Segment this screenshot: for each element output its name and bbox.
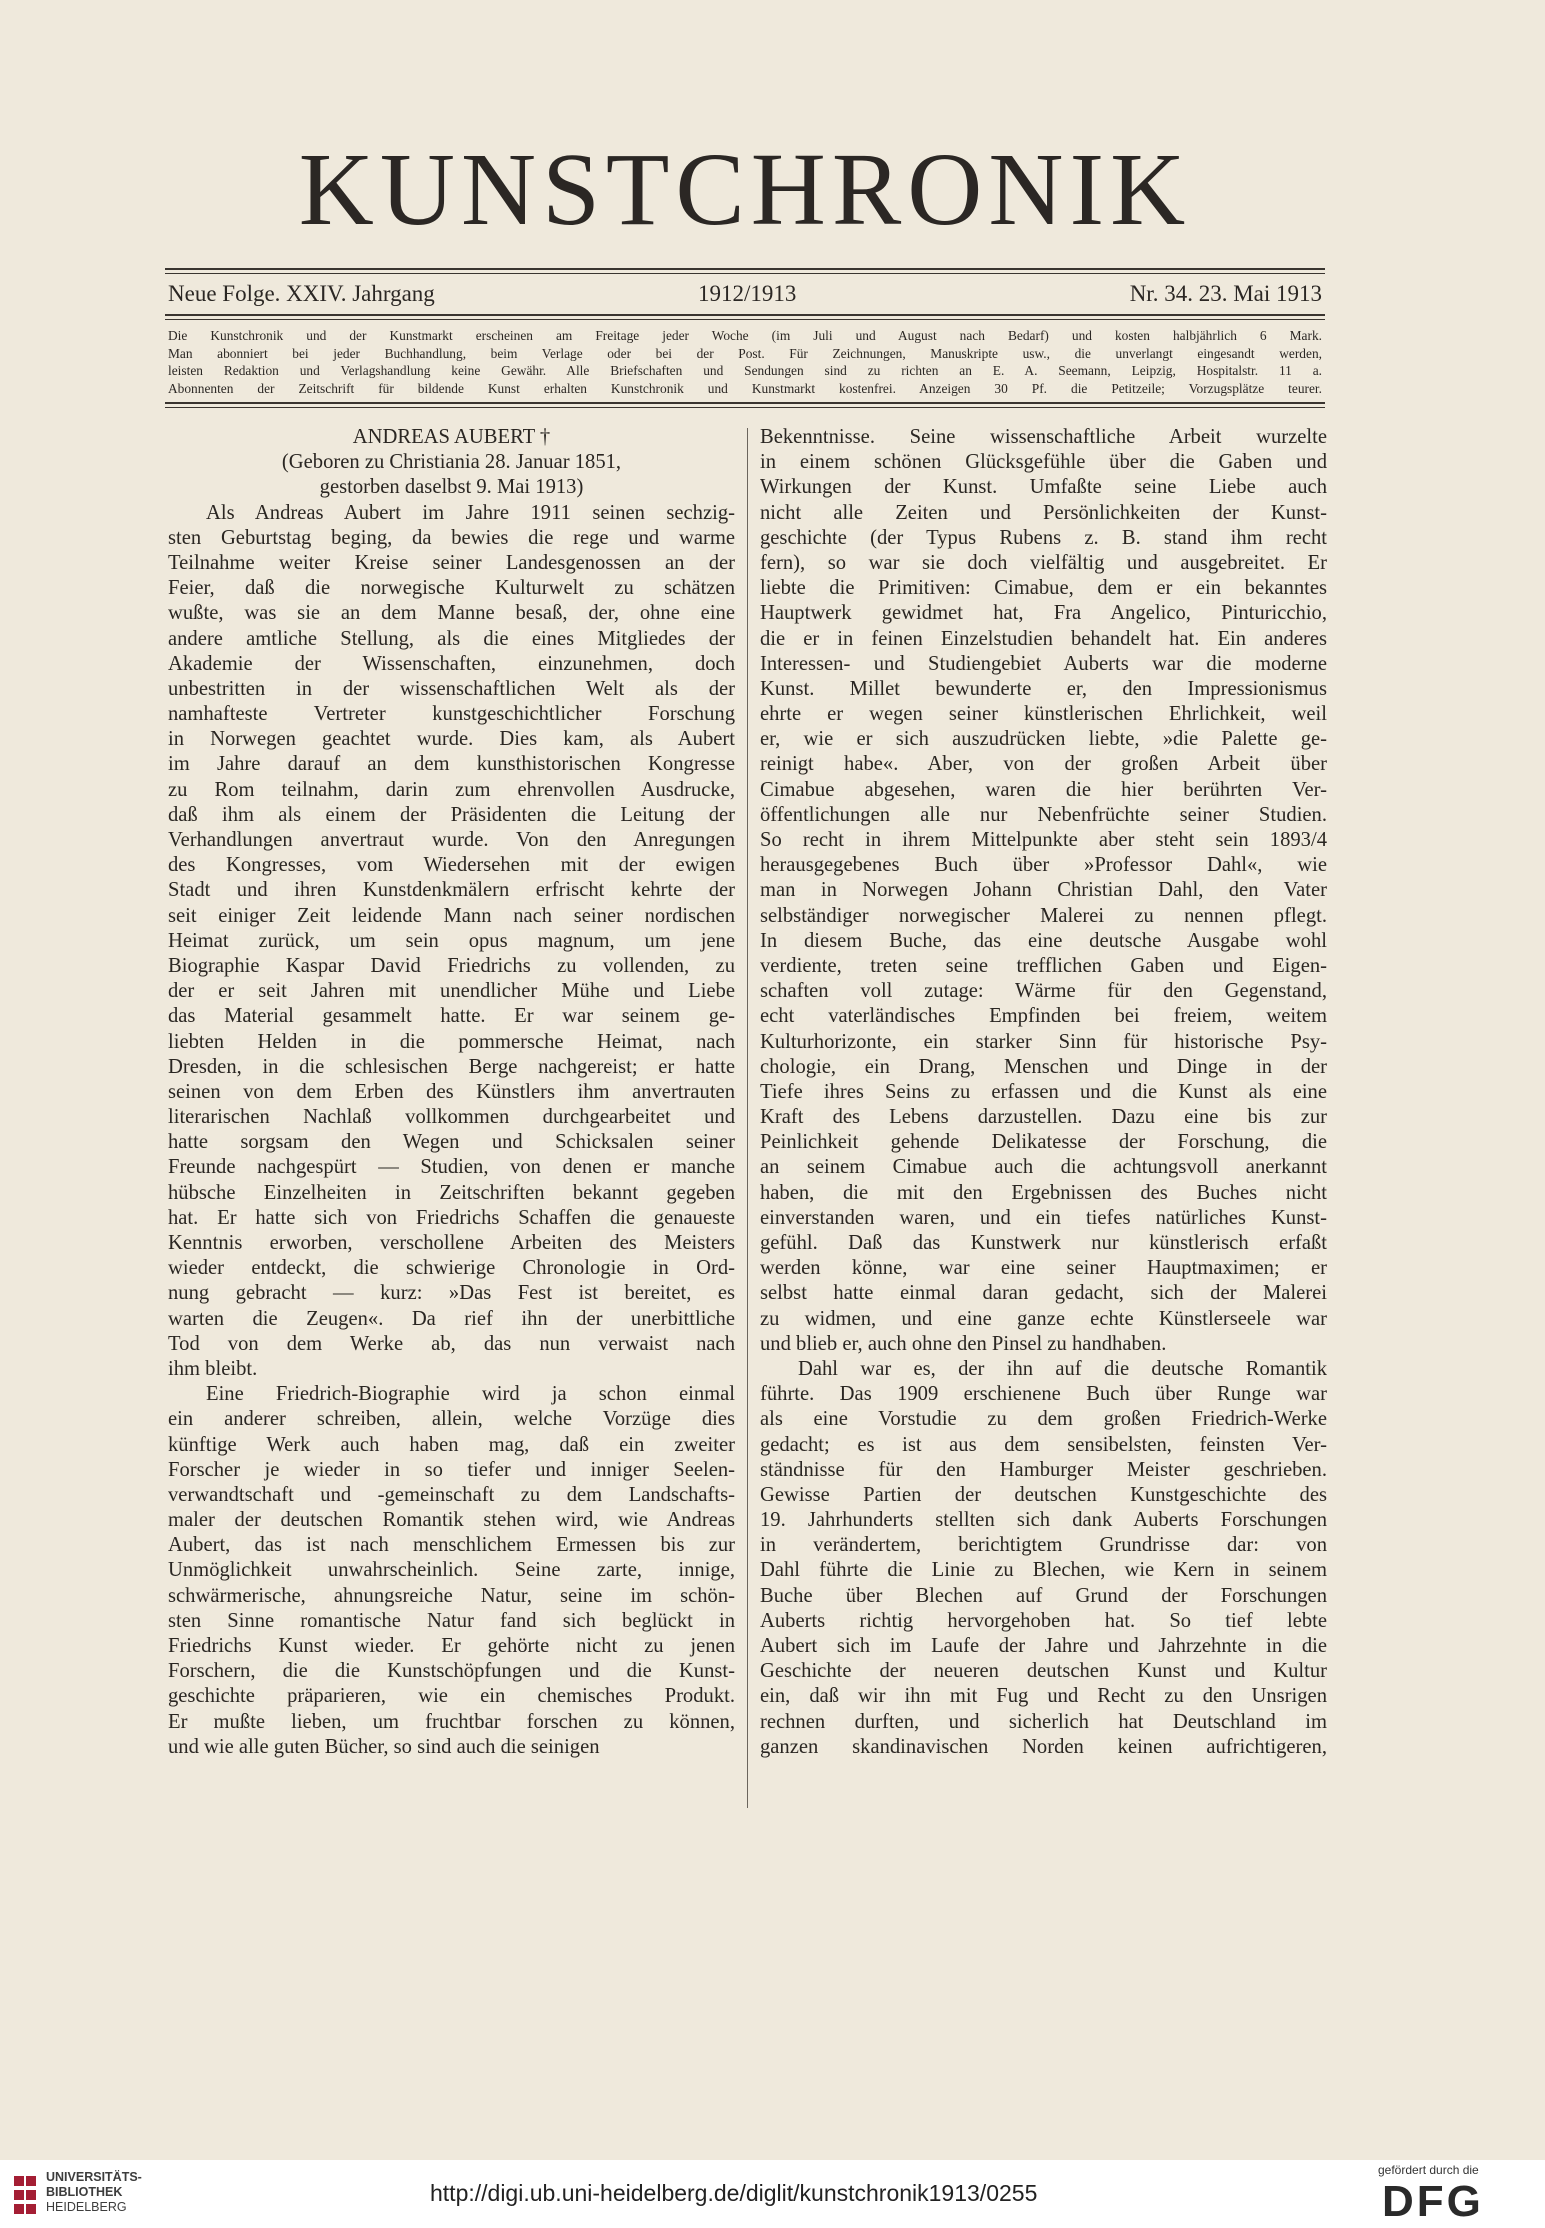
subscription-notice: [168, 327, 1322, 397]
article-line: So recht in ihrem Mittelpunkte aber steht sein 1893/4: [760, 829, 1327, 851]
library-name-line: BIBLIOTHEK: [46, 2185, 123, 2199]
masthead-title: KUNSTCHRONIK: [298, 132, 1192, 247]
article-line: In diesem Buche, das eine deutsche Ausgabe wohl: [760, 929, 1327, 952]
article-line: namhafteste Vertreter kunstgeschichtlicher Forschung: [168, 703, 735, 726]
issue-years: 1912/1913: [698, 281, 797, 306]
article-line: einverstanden waren, und ein tiefes natürliches Kunst-: [760, 1206, 1327, 1229]
notice-rule-thin: [165, 407, 1325, 408]
library-name-line: UNIVERSITÄTS-: [46, 2170, 142, 2184]
article-line: selbständiger norwegischer Malerei zu nennen pflegt.: [760, 904, 1327, 927]
article-line: ihm bleibt.: [168, 1357, 258, 1380]
article-line: an seinem Cimabue auch die achtungsvoll anerkannt: [760, 1156, 1327, 1179]
article-line: gedacht; es ist aus dem sensibelsten, feinsten Ver-: [760, 1433, 1327, 1456]
article-line: Dresden, in die schlesischen Berge nachgereist; er hatte: [168, 1055, 735, 1078]
article-line: Heimat zurück, um sein opus magnum, um jene: [168, 929, 735, 952]
article-line: man in Norwegen Johann Christian Dahl, den Vater: [760, 879, 1327, 902]
article-line: andere amtliche Stellung, als die eines Mitgliedes der: [168, 627, 735, 650]
article-line: schwärmerische, ahnungsreiche Natur, seine im schön-: [168, 1584, 735, 1607]
library-name: [46, 2170, 142, 2215]
article-line: herausgegebenes Buch über »Professor Dahl«, wie: [760, 854, 1327, 877]
article-line: Bekenntnisse. Seine wissenschaftliche Arbeit wurzelte: [760, 426, 1327, 448]
article-heading: ANDREAS AUBERT †: [352, 426, 551, 448]
article-line: Kraft des Lebens darzustellen. Dazu eine bis zur: [760, 1106, 1327, 1129]
article-line: Feier, daß die norwegische Kulturwelt zu schätzen: [168, 577, 735, 600]
article-line: haben, die mit den Ergebnissen des Buches nicht: [760, 1181, 1327, 1204]
notice-line: Die Kunstchronik und der Kunstmarkt erscheinen am Freitage jeder Woche (im Juli und August nach Bedarf) und kosten halbjährlich 6 Mark.: [168, 328, 1322, 343]
masthead-rule-top-thin: [165, 273, 1325, 274]
article-line: seinen von dem Erben des Künstlers ihm anvertrauten: [168, 1080, 735, 1103]
article-line: Verhandlungen anvertraut wurde. Von den Anregungen: [168, 829, 735, 851]
article-line: Gewisse Partien der deutschen Kunstgeschichte des: [760, 1483, 1327, 1506]
article-line: in einem schönen Glücksgefühle über die Gaben und: [760, 451, 1327, 474]
article-line: geschichte (der Typus Rubens z. B. stand ihm recht: [760, 526, 1327, 549]
article-line: Interessen- und Studiengebiet Auberts war die moderne: [760, 652, 1327, 675]
article-line: Hauptwerk gewidmet hat, Fra Angelico, Pinturicchio,: [760, 602, 1327, 625]
article-line: Akademie der Wissenschaften, einzunehmen, doch: [168, 652, 735, 675]
article-line: ein anderer schreiben, allein, welche Vorzüge dies: [168, 1408, 735, 1431]
notice-rule: [165, 402, 1325, 404]
article-line: Er mußte lieben, um fruchtbar forschen zu können,: [168, 1710, 735, 1733]
article-line: des Kongresses, vom Wiedersehen mit der ewigen: [168, 854, 735, 877]
article-line: Forschern, die die Kunstschöpfungen und die Kunst-: [168, 1660, 735, 1683]
article-line: literarischen Nachlaß vollkommen durchgearbeitet und: [168, 1106, 735, 1129]
article-line: Cimabue abgesehen, waren die hier berührten Ver-: [760, 778, 1327, 801]
notice-line: Abonnenten der Zeitschrift für bildende Kunst erhalten Kunstchronik und Kunstmarkt kostenfrei. Anzeigen 30 Pf. die Petitzeile; Vorzugsplätze teurer.: [168, 380, 1322, 396]
article-line: im Jahre darauf an dem kunsthistorischen Kongresse: [168, 753, 735, 776]
article-line: Geschichte der neueren deutschen Kunst und Kultur: [760, 1660, 1327, 1683]
article-line: die er in feinen Einzelstudien behandelt hat. Ein anderes: [760, 627, 1327, 650]
source-url-link[interactable]: http://digi.ub.uni-heidelberg.de/diglit/kunstchronik1913/0255: [430, 2180, 1038, 2206]
article-line: öffentlichungen alle nur Nebenfrüchte seiner Studien.: [760, 803, 1327, 826]
article-line: liebte die Primitiven: Cimabue, dem er ein bekanntes: [760, 577, 1327, 600]
article-line: seit einiger Zeit leidende Mann nach seiner nordischen: [168, 904, 735, 927]
issue-rule: [165, 314, 1325, 316]
article-line: wieder entdeckt, die schwierige Chronologie in Ord-: [168, 1257, 735, 1280]
article-line: Friedrichs Kunst wieder. Er gehörte nicht zu jenen: [168, 1635, 735, 1657]
article-line: liebten Helden in die pommersche Heimat, nach: [168, 1030, 735, 1053]
article-line: Teilnahme weiter Kreise seiner Landesgenossen an der: [168, 551, 735, 574]
issue-line: [168, 281, 1322, 311]
article-line: Peinlichkeit gehende Delikatesse der Forschung, die: [760, 1131, 1327, 1154]
library-name-line: HEIDELBERG: [46, 2200, 127, 2214]
article-line: Als Andreas Aubert im Jahre 1911 seinen sechzig-: [206, 501, 735, 524]
article-line: gefühl. Daß das Kunstwerk nur künstlerisch erfaßt: [760, 1232, 1327, 1254]
issue-folge: Neue Folge. XXIV. Jahrgang: [168, 281, 435, 306]
article-line: und blieb er, auch ohne den Pinsel zu handhaben.: [760, 1332, 1167, 1355]
article-line: Wirkungen der Kunst. Umfaßte seine Liebe auch: [760, 476, 1327, 499]
article-line: hat. Er hatte sich von Friedrichs Schaffen die genaueste: [168, 1206, 735, 1229]
article-line: 19. Jahrhunderts stellten sich dank Auberts Forschungen: [760, 1509, 1327, 1532]
article-line: schaften voll zutage: Wärme für den Gegenstand,: [760, 980, 1327, 1003]
right-column: [760, 425, 1327, 1760]
article-line: daß ihm als einem der Präsidenten die Leitung der: [168, 803, 735, 826]
article-line: geschichte präparieren, wie ein chemisches Produkt.: [168, 1685, 735, 1708]
article-line: das Material gesammelt hatte. Er war seinem ge-: [168, 1005, 735, 1028]
article-line: ganzen skandinavischen Norden keinen aufrichtigeren,: [760, 1735, 1327, 1758]
article-line: in Norwegen geachtet wurde. Dies kam, als Aubert: [168, 728, 735, 751]
article-line: Aubert, das ist nach menschlichem Ermessen bis zur: [168, 1534, 735, 1557]
article-line: Freunde nachgespürt — Studien, von denen er manche: [168, 1156, 735, 1179]
article-line: echt vaterländisches Empfinden bei freiem, weitem: [760, 1005, 1327, 1028]
article-line: sten Geburtstag beging, da bewies die rege und warme: [168, 526, 735, 549]
article-line: selbst hatte einmal daran gedacht, sich der Malerei: [760, 1282, 1327, 1305]
notice-line: leisten Redaktion und Verlagshandlung keine Gewähr. Alle Briefschaften und Sendungen sind zu richten an E. A. Seemann, Leipzig, Hospitalstr. 11 a.: [168, 363, 1322, 378]
article-line: Stadt und ihren Kunstdenkmälern erfrischt kehrte der: [168, 879, 735, 902]
article-line: Biographie Kaspar David Friedrichs zu vollenden, zu: [168, 954, 735, 977]
article-line: zu Rom teilnahm, darin zum ehrenvollen Ausdrucke,: [168, 778, 735, 801]
article-line: nung gebracht — kurz: »Das Fest ist bereitet, es: [168, 1282, 735, 1305]
article-line: in verändertem, berichtigtem Grundrisse dar: von: [760, 1534, 1327, 1557]
dfg-logo: DFG: [1382, 2177, 1484, 2226]
article-line: künftige Werk auch haben mag, daß ein zweiter: [168, 1433, 735, 1456]
article-line: Kulturhorizonte, ein starker Sinn für historische Psy-: [760, 1030, 1327, 1053]
article-line: zu widmen, und eine ganze echte Künstlerseele war: [760, 1307, 1327, 1330]
issue-number-date: Nr. 34. 23. Mai 1913: [1129, 281, 1322, 306]
article-line: als eine Vorstudie zu dem großen Friedrich-Werke: [760, 1408, 1327, 1431]
article-line: Aubert sich im Laufe der Jahre und Jahrzehnte in die: [760, 1635, 1327, 1657]
article-line: rechnen durften, und sicherlich hat Deutschland im: [760, 1710, 1327, 1733]
article-line: Buche über Blechen auf Grund der Forschungen: [760, 1584, 1327, 1607]
article-line: ständnisse für den Hamburger Meister geschrieben.: [760, 1458, 1327, 1481]
article-line: sten Sinne romantische Natur fand sich beglückt in: [168, 1609, 735, 1632]
article-line: Dahl führte die Linie zu Blechen, wie Kern in seinem: [760, 1559, 1327, 1582]
article-line: wußte, was sie an dem Manne besaß, der, ohne eine: [168, 602, 735, 625]
article-line: Dahl war es, der ihn auf die deutsche Romantik: [798, 1357, 1327, 1380]
article-line: er, wie er sich auszudrücken liebte, »die Palette ge-: [760, 728, 1327, 751]
article-line: maler der deutschen Romantik stehen wird, wie Andreas: [168, 1509, 735, 1532]
article-subheading: gestorben daselbst 9. Mai 1913): [319, 476, 584, 499]
article-line: nicht alle Zeiten und Persönlichkeiten der Kunst-: [760, 501, 1327, 524]
article-line: werden könne, war eine seiner Hauptmaximen; er: [760, 1257, 1327, 1280]
article-line: Eine Friedrich-Biographie wird ja schon einmal: [206, 1383, 735, 1406]
issue-rule-thin: [165, 319, 1325, 320]
article-line: hatte sorgsam den Wegen und Schicksalen seiner: [168, 1131, 735, 1154]
article-line: reinigt habe«. Aber, von der großen Arbeit über: [760, 753, 1327, 776]
article-line: fern), so war sie doch vielfältig und ausgebreitet. Er: [760, 551, 1327, 574]
article-line: Kunst. Millet bewunderte er, den Impressionismus: [760, 677, 1327, 700]
article-line: führte. Das 1909 erschienene Buch über Runge war: [760, 1383, 1327, 1406]
article-line: Tiefe ihres Seins zu erfassen und die Kunst als eine: [760, 1080, 1327, 1103]
article-line: hübsche Einzelheiten in Zeitschriften bekannt gegeben: [168, 1181, 735, 1204]
article-line: Unmöglichkeit unwahrscheinlich. Seine zarte, innige,: [168, 1559, 735, 1582]
article-line: verdiente, treten seine trefflichen Gaben und Eigen-: [760, 954, 1327, 977]
article-line: der er seit Jahren mit unendlicher Mühe und Liebe: [168, 980, 735, 1003]
article-line: verwandtschaft und -gemeinschaft zu dem Landschafts-: [168, 1483, 735, 1506]
left-column: [168, 425, 735, 1760]
funded-by-label: gefördert durch die: [1378, 2163, 1479, 2177]
article-line: warten die Zeugen«. Da rief ihn der unerbittliche: [168, 1307, 735, 1330]
masthead-rule-top: [165, 268, 1325, 270]
article-subheading: (Geboren zu Christiania 28. Januar 1851,: [281, 451, 622, 474]
article-line: Kenntnis erworben, verschollene Arbeiten des Meisters: [168, 1232, 735, 1254]
article-line: Forscher je wieder in so tiefer und inniger Seelen-: [168, 1458, 735, 1481]
article-line: Auberts richtig hervorgehoben hat. So tief lebte: [760, 1609, 1327, 1632]
column-divider: [747, 428, 748, 1808]
article-line: ehrte er wegen seiner künstlerischen Ehrlichkeit, weil: [760, 703, 1327, 726]
article-line: Tod von dem Werke ab, das nun verwaist nach: [168, 1332, 735, 1355]
article-line: und wie alle guten Bücher, so sind auch die seinigen: [168, 1735, 600, 1758]
article-line: ein, daß wir ihn mit Fug und Recht zu den Unsrigen: [760, 1685, 1327, 1708]
notice-line: Man abonniert bei jeder Buchhandlung, beim Verlage oder bei der Post. Für Zeichnungen, Manuskripte usw., die unverlangt eingesandt werden,: [168, 345, 1322, 361]
article-line: chologie, ein Drang, Menschen und Dinge in der: [760, 1055, 1327, 1078]
article-line: unbestritten in der wissenschaftlichen Welt als der: [168, 677, 735, 700]
